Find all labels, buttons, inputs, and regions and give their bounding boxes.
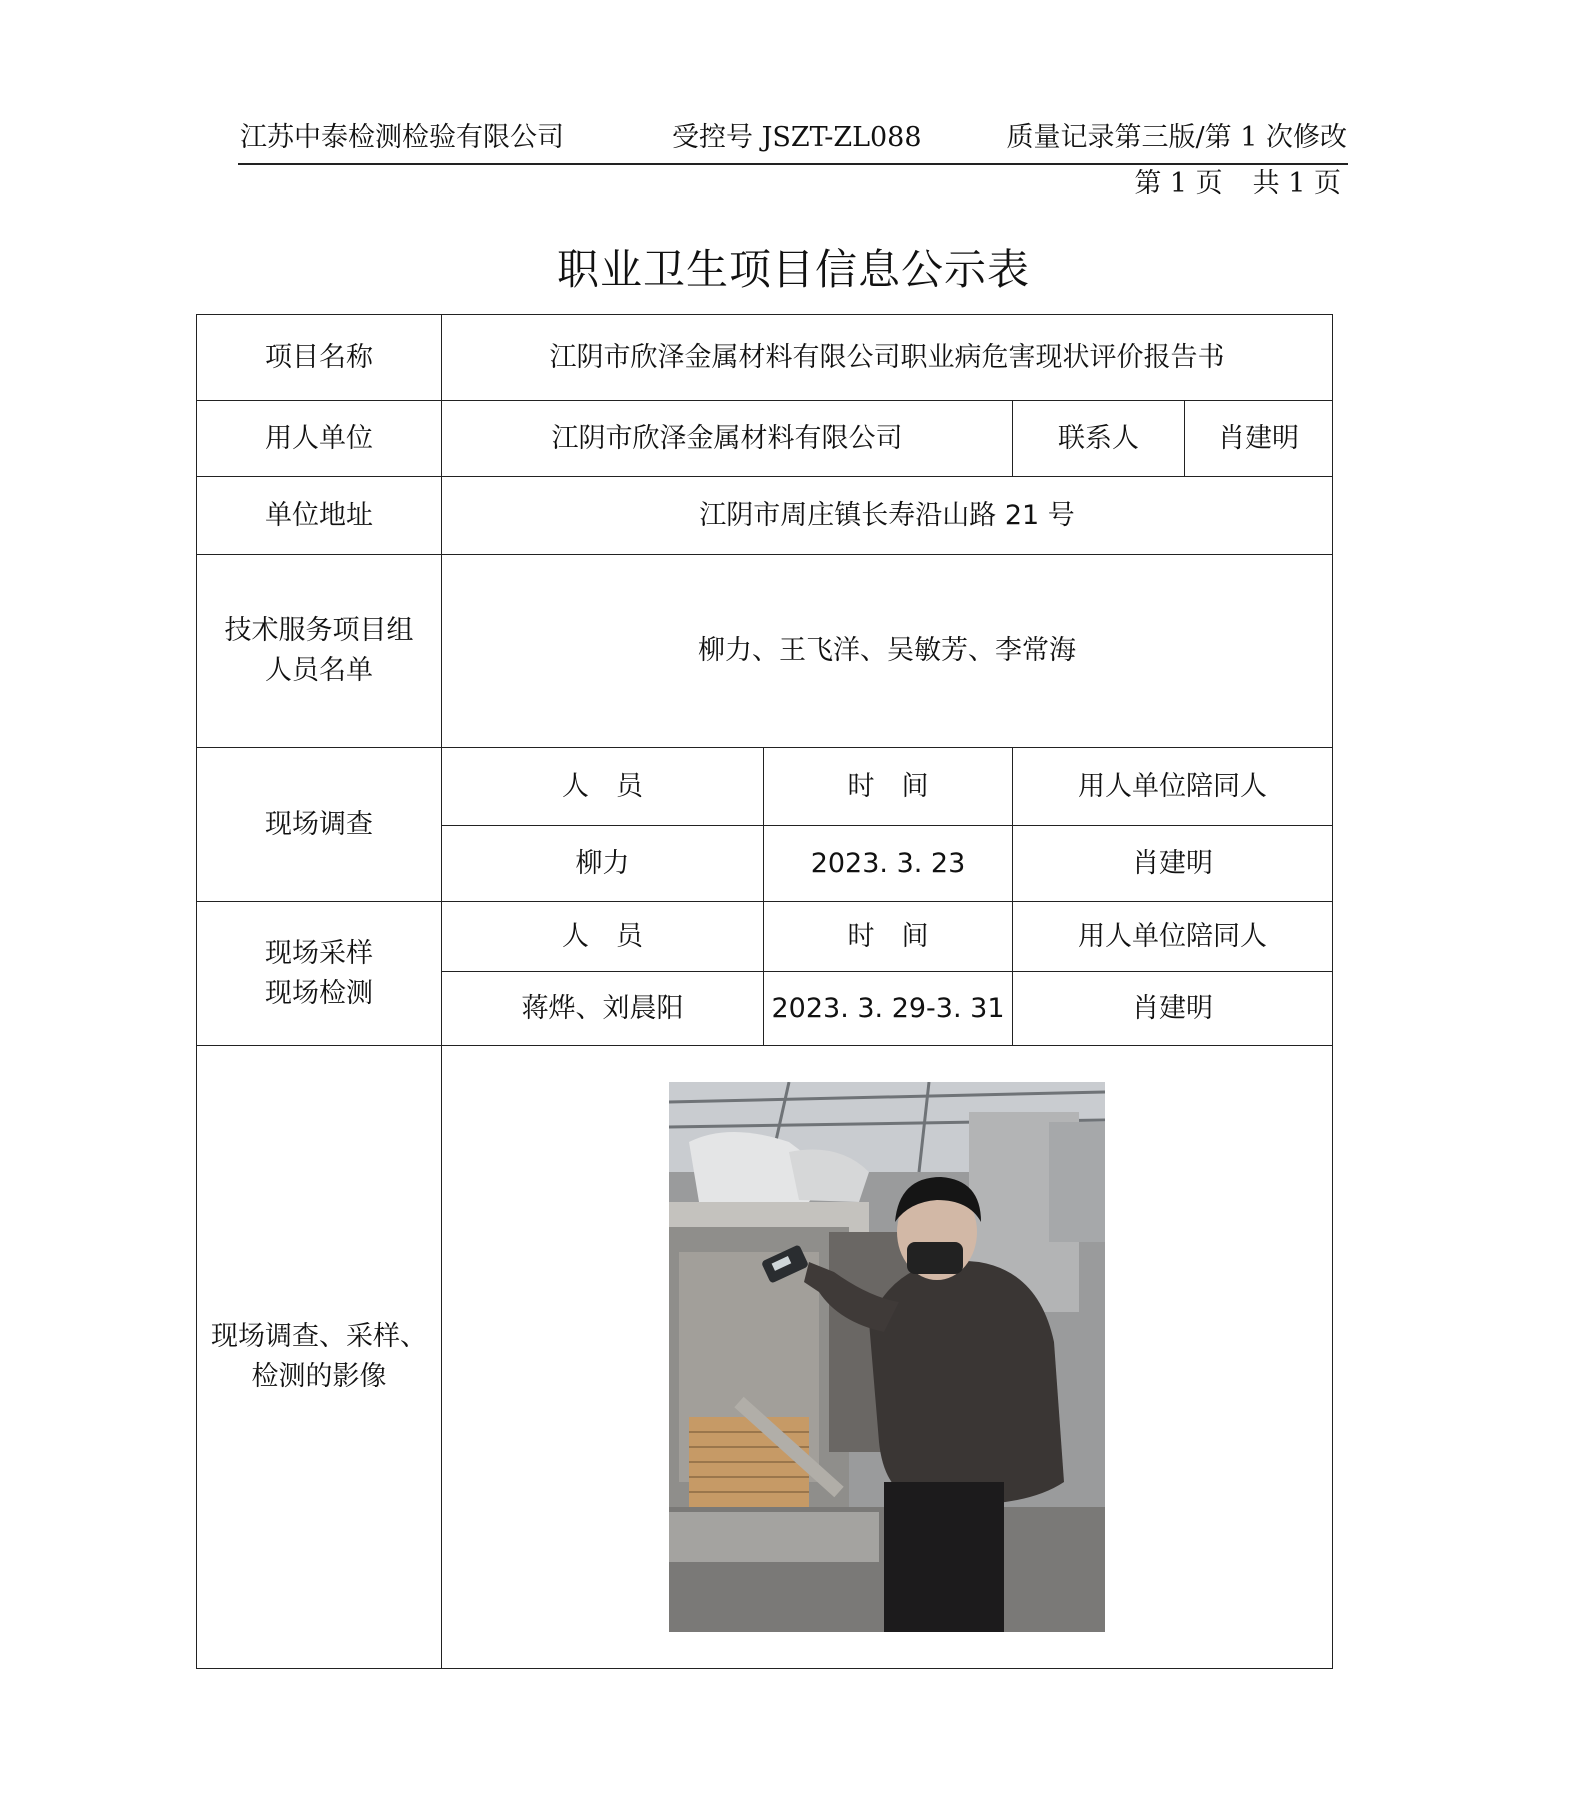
header-company: 江苏中泰检测检验有限公司 <box>240 122 564 153</box>
survey-col-companion: 用人单位陪同人 <box>1013 748 1333 826</box>
sampling-col-companion: 用人单位陪同人 <box>1013 902 1333 972</box>
project-name-value: 江阴市欣泽金属材料有限公司职业病危害现状评价报告书 <box>442 315 1333 401</box>
team-label <box>197 555 442 748</box>
table-row-image <box>197 1046 1333 1669</box>
table-row-survey-header <box>197 748 1333 826</box>
sampling-time: 2023. 3. 29-3. 31 <box>764 972 1013 1046</box>
address-value: 江阴市周庄镇长寿沿山路 21 号 <box>442 477 1333 555</box>
survey-label: 现场调查 <box>197 748 442 902</box>
site-photo <box>669 1082 1105 1632</box>
team-label-line1: 技术服务项目组 <box>224 615 414 646</box>
sampling-person: 蒋烨、刘晨阳 <box>442 972 764 1046</box>
page-total: 共 1 页 <box>1252 168 1341 199</box>
survey-col-time: 时 间 <box>764 748 1013 826</box>
survey-person: 柳力 <box>442 826 764 902</box>
header-page-info <box>1134 168 1341 200</box>
contact-label: 联系人 <box>1013 401 1185 477</box>
project-name-label: 项目名称 <box>197 315 442 401</box>
header-control-number: 受控号 JSZT-ZL088 <box>672 122 922 153</box>
table-row-address <box>197 477 1333 555</box>
header-quality-record: 质量记录第三版/第 1 次修改 <box>1006 122 1347 153</box>
contact-value: 肖建明 <box>1185 401 1333 477</box>
page-current: 第 1 页 <box>1134 168 1223 199</box>
sampling-companion: 肖建明 <box>1013 972 1333 1046</box>
employer-label: 用人单位 <box>197 401 442 477</box>
survey-col-person: 人 员 <box>442 748 764 826</box>
table-row-team <box>197 555 1333 748</box>
team-members-value: 柳力、王飞洋、吴敏芳、李常海 <box>442 555 1333 748</box>
survey-companion: 肖建明 <box>1013 826 1333 902</box>
sampling-label-line1: 现场采样 <box>265 937 373 969</box>
site-photo-illustration <box>669 1082 1105 1632</box>
header-divider <box>238 163 1348 165</box>
sampling-col-time: 时 间 <box>764 902 1013 972</box>
table-row-employer <box>197 401 1333 477</box>
image-cell <box>442 1046 1333 1669</box>
image-label <box>197 1046 442 1669</box>
survey-time: 2023. 3. 23 <box>764 826 1013 902</box>
project-info-table <box>196 314 1333 1669</box>
address-label: 单位地址 <box>197 477 442 555</box>
table-row-project-name <box>197 315 1333 401</box>
sampling-label <box>197 902 442 1046</box>
team-label-line2: 人员名单 <box>265 655 373 686</box>
sampling-label-line2: 现场检测 <box>265 977 373 1009</box>
document-title: 职业卫生项目信息公示表 <box>556 245 1030 294</box>
employer-value: 江阴市欣泽金属材料有限公司 <box>442 401 1013 477</box>
image-label-line2: 检测的影像 <box>251 1361 387 1392</box>
table-row-sampling-header <box>197 902 1333 972</box>
sampling-col-person: 人 员 <box>442 902 764 972</box>
image-label-line1: 现场调查、采样、 <box>211 1321 427 1352</box>
